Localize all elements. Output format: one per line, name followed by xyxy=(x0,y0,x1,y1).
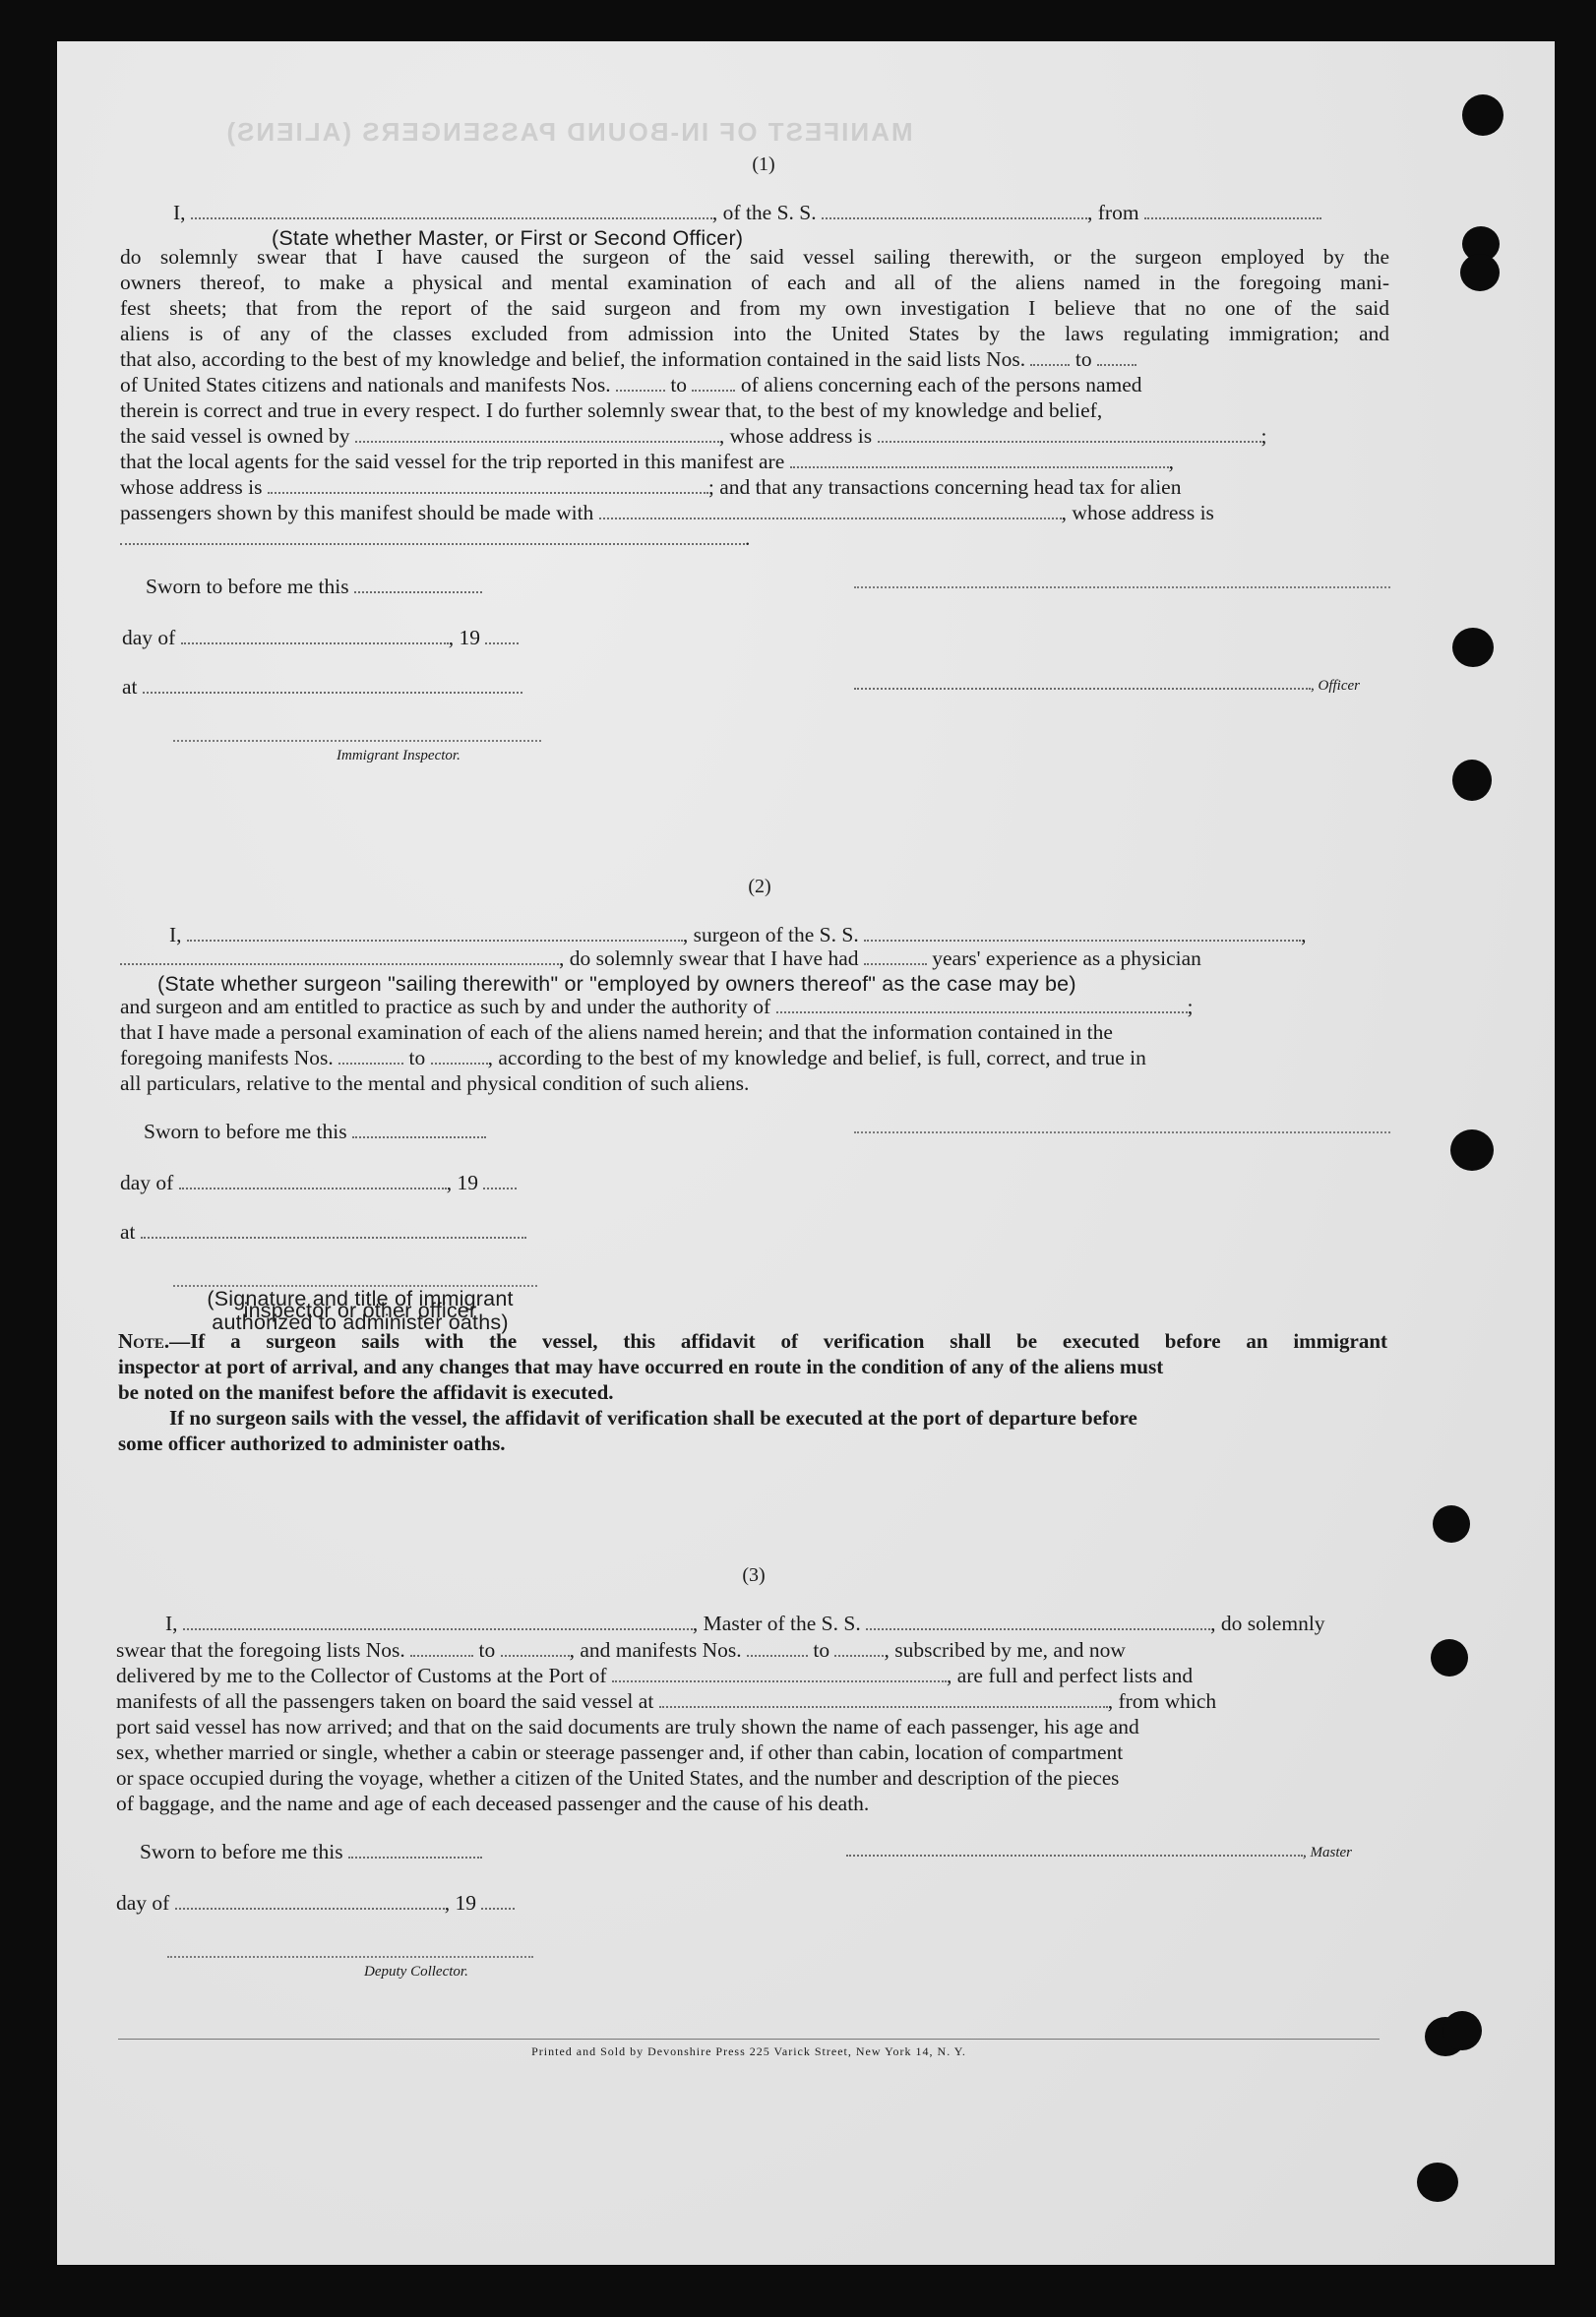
s1-head-tax-party-field[interactable] xyxy=(599,502,1062,519)
s2-caption: (State whether surgeon "sailing therewith" or "employed by owners thereof" as the case may be) xyxy=(157,972,1076,996)
s1-at-label: at xyxy=(122,675,138,699)
s1-day-field[interactable] xyxy=(181,627,449,644)
s3-day-field[interactable] xyxy=(175,1892,445,1910)
s1-officer-label: , Officer xyxy=(1311,678,1360,694)
punch-hole xyxy=(1460,254,1500,291)
s2-year-field[interactable] xyxy=(483,1172,517,1189)
s1-body xyxy=(120,244,1389,551)
section-2-number: (2) xyxy=(748,876,771,897)
s2-semicolon: ; xyxy=(1187,995,1194,1018)
s2-note xyxy=(118,1328,1387,1456)
s1-body-line: aliens is of any of the classes excluded from admission into the United States by the laws regulating immigration; and xyxy=(120,322,1389,345)
s1-sworn-label: Sworn to before me this xyxy=(146,575,349,598)
s1-day-of-label: day of xyxy=(122,626,176,649)
s2-comma: , xyxy=(1301,923,1307,946)
s3-body-line-2 xyxy=(116,1663,1385,1688)
s3-master-signature-field[interactable] xyxy=(846,1839,1303,1857)
s2-manifests-to-field[interactable] xyxy=(431,1047,488,1065)
s1-of-ss-label: , of the S. S. xyxy=(711,201,817,224)
s2-surgeon-signature-line[interactable] xyxy=(854,1131,1390,1133)
s1-aliens-label: of aliens concerning each of the persons named xyxy=(740,373,1142,396)
s2-day-field[interactable] xyxy=(179,1172,447,1189)
s2-sworn-label: Sworn to before me this xyxy=(144,1120,347,1143)
s1-i-label: I, xyxy=(173,201,186,224)
s3-lists-from-field[interactable] xyxy=(410,1639,473,1657)
s1-passengers-label: passengers shown by this manifest should be made with xyxy=(120,501,594,524)
s1-lists-to-field[interactable] xyxy=(1097,348,1136,366)
punch-hole xyxy=(1452,760,1492,801)
s1-address-label: , whose address is xyxy=(718,424,873,448)
s2-body xyxy=(120,994,1389,1096)
s1-sworn-row xyxy=(146,575,482,599)
s3-to-label: to xyxy=(478,1638,496,1662)
s1-officer-name-field[interactable] xyxy=(191,202,712,219)
s2-status-field[interactable] xyxy=(120,947,559,965)
s2-year-label: , 19 xyxy=(446,1171,478,1194)
s1-caption: (State whether Master, or First or Second Officer) xyxy=(272,226,744,250)
s1-owner-address-field[interactable] xyxy=(878,425,1261,443)
s2-at-label: at xyxy=(120,1220,136,1244)
s2-day-of-label: day of xyxy=(120,1171,174,1194)
s1-inspector-signature-line[interactable] xyxy=(173,740,541,742)
s2-vessel-field[interactable] xyxy=(864,924,1301,942)
footer-divider xyxy=(118,2039,1380,2040)
s2-signer-caption: (Signature and title of immigrant inspector or other officer authorized to administer oaths) xyxy=(207,1287,514,1334)
s2-note-line: be noted on the manifest before the affidavit is executed. xyxy=(118,1380,614,1404)
s2-according-label: , according to the best of my knowledge and belief, is full, correct, and true in xyxy=(487,1046,1146,1069)
s2-years-field[interactable] xyxy=(864,947,927,965)
s1-sworn-date-field[interactable] xyxy=(354,576,482,593)
s1-to-label: to xyxy=(670,373,688,396)
s3-body-line: or space occupied during the voyage, whether a citizen of the United States, and the number and description of the pieces xyxy=(116,1766,1120,1790)
s1-body-line-6 xyxy=(120,372,1389,397)
section-3-number: (3) xyxy=(742,1564,766,1586)
s1-comma: , xyxy=(1168,450,1174,473)
s3-master-row xyxy=(846,1838,1352,1862)
s2-i-label: I, xyxy=(169,923,182,946)
s1-at-row xyxy=(122,675,522,700)
s1-manifests-from-field[interactable] xyxy=(616,374,665,392)
s3-deputy-signature-line[interactable] xyxy=(167,1956,533,1958)
s1-address-label-3: , whose address is xyxy=(1061,501,1214,524)
s3-body-line: sex, whether married or single, whether a cabin or steerage passenger and, if other than cabin, location of compartment xyxy=(116,1740,1124,1764)
s2-body-line-1 xyxy=(120,994,1389,1019)
s2-body-line-3 xyxy=(120,1045,1389,1070)
s2-note-line-1 xyxy=(118,1328,1387,1354)
s3-sworn-row xyxy=(140,1840,482,1864)
s1-from-port-field[interactable] xyxy=(1144,202,1321,219)
s3-to-label-2: to xyxy=(813,1638,830,1662)
s2-surgeon-label: , surgeon of the S. S. xyxy=(682,923,859,946)
s3-sworn-date-field[interactable] xyxy=(348,1841,482,1859)
s1-year-field[interactable] xyxy=(485,627,519,644)
s2-note-text: —If a surgeon sails with the vessel, this affidavit of verification shall be executed before an immigrant xyxy=(169,1329,1387,1353)
s1-officer-field[interactable] xyxy=(854,672,1311,690)
s1-manifests-label: of United States citizens and nationals and manifests Nos. xyxy=(120,373,611,396)
s2-line1 xyxy=(169,923,1306,947)
s1-body-line: owners thereof, to make a physical and mental examination of each and all of the aliens named in the foregoing mani- xyxy=(120,271,1389,294)
s2-manifests-label: foregoing manifests Nos. xyxy=(120,1046,334,1069)
s1-agents-field[interactable] xyxy=(790,451,1169,468)
s2-note-line: inspector at port of arrival, and any changes that may have occurred en route in the condition of any of the aliens must xyxy=(118,1355,1164,1378)
s2-authority-field[interactable] xyxy=(776,996,1188,1013)
section-1-number: (1) xyxy=(752,153,775,175)
s3-i-label: I, xyxy=(165,1612,178,1635)
s1-body-line-9 xyxy=(120,449,1389,474)
s1-body-line: therein is correct and true in every respect. I do further solemnly swear that, to the best of my knowledge and belief, xyxy=(120,398,1103,422)
punch-hole xyxy=(1431,1639,1468,1677)
s1-body-line-11 xyxy=(120,500,1389,525)
printer-credit: Printed and Sold by Devonshire Press 225 Varick Street, New York 14, N. Y. xyxy=(531,2044,966,2058)
s3-perfect-lists-label: , are full and perfect lists and xyxy=(946,1664,1194,1687)
s3-day-row xyxy=(116,1891,515,1916)
s1-body-line: fest sheets; that from the report of the said surgeon and from my own investigation I believe that no one of the said xyxy=(120,296,1389,320)
s2-manifests-from-field[interactable] xyxy=(338,1047,403,1065)
s1-agents-address-field[interactable] xyxy=(268,476,708,494)
punch-hole xyxy=(1417,2163,1458,2202)
s1-inspector-label: Immigrant Inspector. xyxy=(337,748,460,763)
s1-lists-from-field[interactable] xyxy=(1030,348,1070,366)
s1-manifests-to-field[interactable] xyxy=(692,374,735,392)
punch-hole xyxy=(1433,1505,1470,1543)
s2-body-line: that I have made a personal examination of each of the aliens named herein; and that the information contained in the xyxy=(120,1020,1113,1044)
punch-hole xyxy=(1450,1129,1494,1171)
s1-body-line: do solemnly swear that I have caused the surgeon of the said vessel sailing therewith, or the surgeon employed by the xyxy=(120,245,1389,269)
s3-deputy-label: Deputy Collector. xyxy=(364,1964,468,1980)
s3-line1 xyxy=(165,1612,1325,1636)
s1-body-line-8 xyxy=(120,423,1389,449)
s3-from-which-label: , from which xyxy=(1107,1689,1217,1713)
s1-body-line-12: . xyxy=(120,525,1389,551)
s2-line2 xyxy=(120,946,1201,971)
s1-head-tax-label: ; and that any transactions concerning head tax for alien xyxy=(707,475,1182,499)
s1-vessel-name-field[interactable] xyxy=(822,202,1087,219)
s3-body-line-1 xyxy=(116,1637,1385,1663)
s1-line1 xyxy=(173,201,1321,225)
s1-address-label-2: whose address is xyxy=(120,475,263,499)
s3-manifests-from-field[interactable] xyxy=(747,1639,808,1657)
s1-day-row xyxy=(122,626,519,650)
s3-taken-label: manifests of all the passengers taken on board the said vessel at xyxy=(116,1689,654,1713)
s1-owner-field[interactable] xyxy=(355,425,719,443)
s2-authority-label: and surgeon and am entitled to practice as such by and under the authority of xyxy=(120,995,771,1018)
s3-subscribed-label: , subscribed by me, and now xyxy=(884,1638,1126,1662)
s3-master-sig-label: , Master xyxy=(1303,1845,1352,1860)
s3-port-field[interactable] xyxy=(612,1665,947,1682)
s3-body-line: port said vessel has now arrived; and that on the said documents are truly shown the name of each passenger, his age and xyxy=(116,1715,1139,1738)
s2-experience-label: years' experience as a physician xyxy=(932,946,1201,970)
s3-lists-label: swear that the foregoing lists Nos. xyxy=(116,1638,405,1662)
s1-semicolon: ; xyxy=(1260,424,1267,448)
s3-body xyxy=(116,1637,1385,1816)
s2-at-field[interactable] xyxy=(141,1221,526,1239)
s1-year-label: , 19 xyxy=(448,626,480,649)
s2-day-row xyxy=(120,1171,517,1195)
s2-at-row xyxy=(120,1220,526,1245)
s2-to-label: to xyxy=(408,1046,426,1069)
s2-note-line: If no surgeon sails with the vessel, the affidavit of verification shall be executed at the port of departure before xyxy=(169,1406,1137,1430)
s2-note-line: some officer authorized to administer oaths. xyxy=(118,1432,506,1455)
s3-port-label: delivered by me to the Collector of Customs at the Port of xyxy=(116,1664,607,1687)
punch-hole xyxy=(1452,628,1494,667)
s1-at-field[interactable] xyxy=(143,676,522,694)
s3-lists-to-field[interactable] xyxy=(501,1639,570,1657)
s3-sworn-label: Sworn to before me this xyxy=(140,1840,343,1863)
s2-sworn-row xyxy=(144,1120,486,1144)
s3-manifests-label: , and manifests Nos. xyxy=(569,1638,742,1662)
s3-master-label: , Master of the S. S. xyxy=(692,1612,861,1635)
s1-from-label: , from xyxy=(1087,201,1139,224)
s2-surgeon-name-field[interactable] xyxy=(187,924,683,942)
s3-day-of-label: day of xyxy=(116,1891,170,1915)
s3-year-label: , 19 xyxy=(444,1891,476,1915)
s3-body-line: of baggage, and the name and age of each deceased passenger and the cause of his death. xyxy=(116,1792,870,1815)
s1-body-line-10 xyxy=(120,474,1389,500)
s2-swear-label: , do solemnly swear that I have had xyxy=(559,946,859,970)
s3-year-field[interactable] xyxy=(481,1892,515,1910)
s2-body-line: all particulars, relative to the mental and physical condition of such aliens. xyxy=(120,1071,750,1095)
s2-note-label: Note. xyxy=(118,1329,170,1353)
s2-sworn-date-field[interactable] xyxy=(352,1121,486,1138)
punch-hole xyxy=(1462,94,1504,136)
s3-embark-port-field[interactable] xyxy=(659,1690,1108,1708)
s1-officer-signature-line[interactable] xyxy=(854,586,1390,588)
ghost-header-text: MANIFEST OF IN-BOUND PASSENGERS (ALIENS) xyxy=(224,117,913,147)
s1-officer-row xyxy=(854,671,1360,696)
s1-body-line-5 xyxy=(120,346,1389,372)
s1-owned-by-label: the said vessel is owned by xyxy=(120,424,350,448)
s1-to-label: to xyxy=(1074,347,1092,371)
s1-lists-label: that also, according to the best of my knowledge and belief, the information contained in the said lists Nos. xyxy=(120,347,1026,371)
s3-manifests-to-field[interactable] xyxy=(834,1639,884,1657)
s3-solemnly-label: , do solemnly xyxy=(1210,1612,1325,1635)
s3-vessel-field[interactable] xyxy=(866,1613,1210,1630)
s3-body-line-3 xyxy=(116,1688,1385,1714)
s1-agents-label: that the local agents for the said vessel for the trip reported in this manifest are xyxy=(120,450,785,473)
s1-head-tax-address-field[interactable] xyxy=(120,527,745,545)
s3-master-name-field[interactable] xyxy=(183,1613,693,1630)
